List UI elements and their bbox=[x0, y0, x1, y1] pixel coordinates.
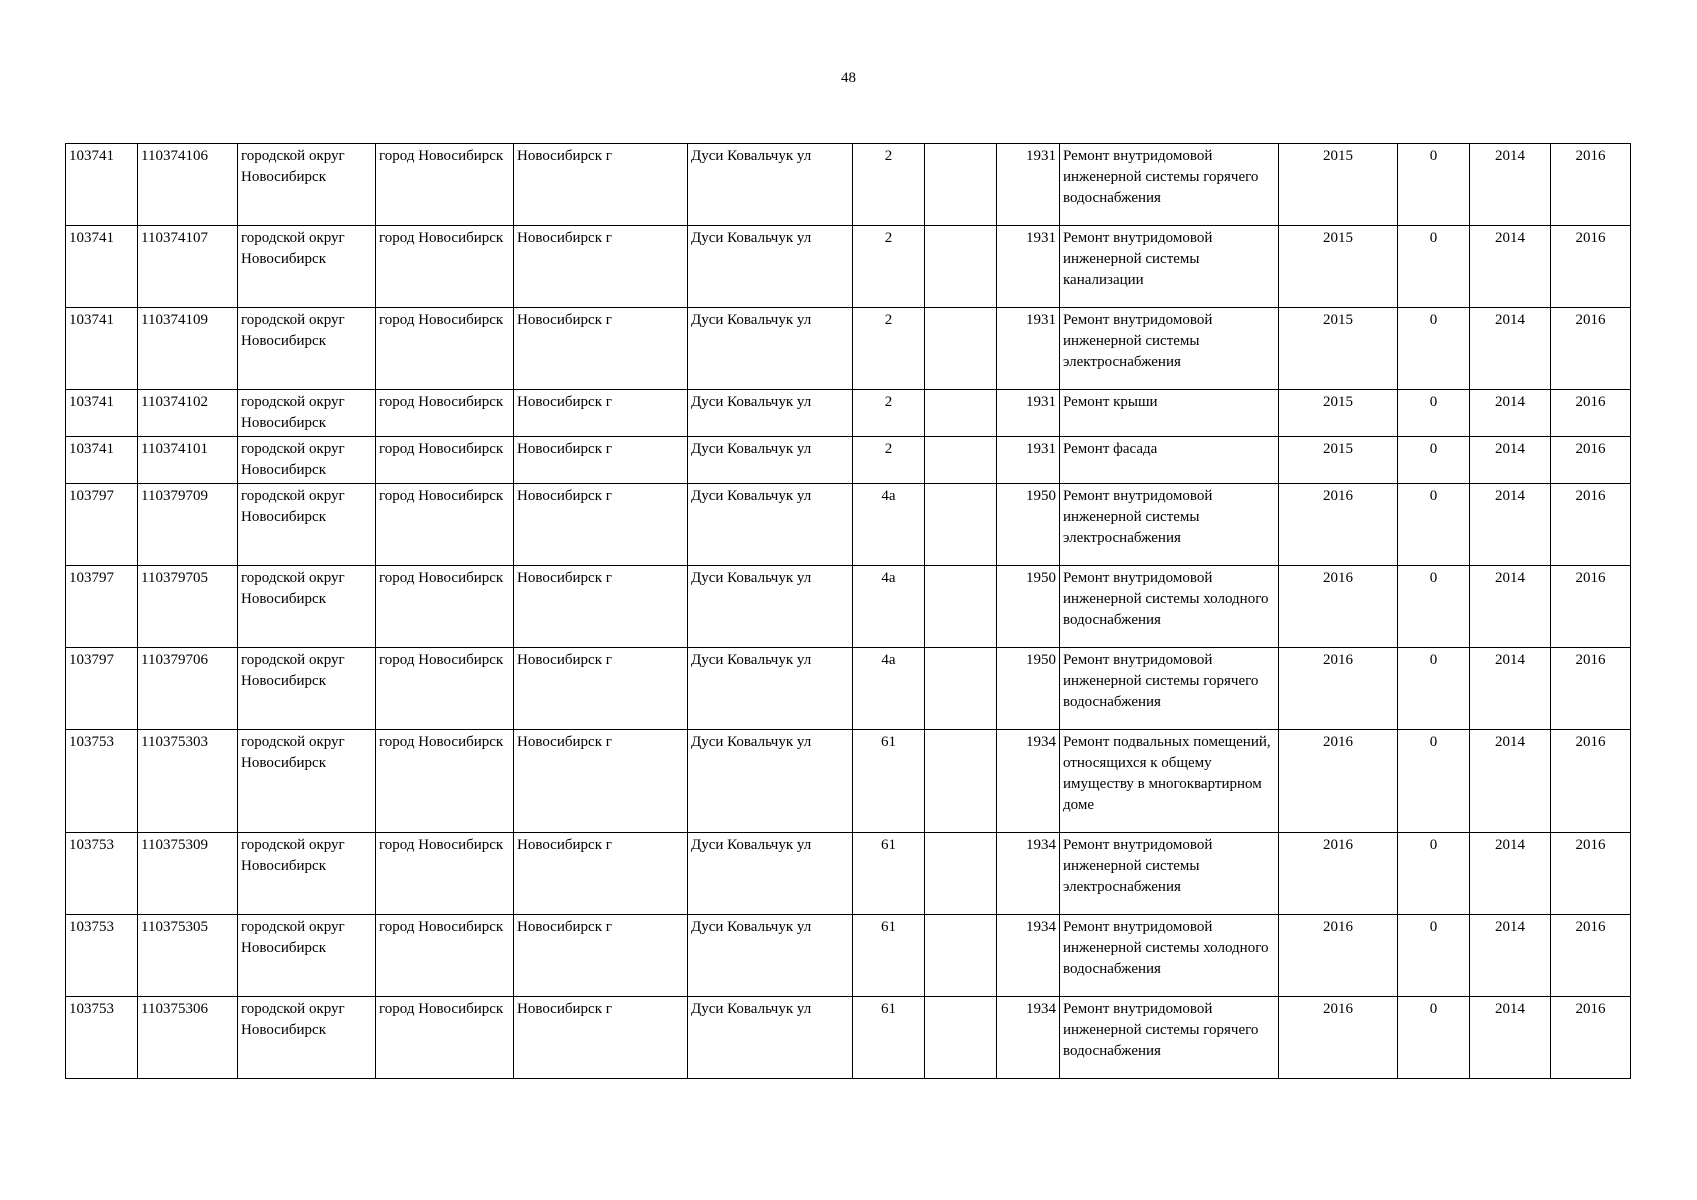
year-built-cell: 1934 bbox=[997, 730, 1060, 833]
settlement-cell: город Новосибирск bbox=[376, 915, 514, 997]
street-cell: Дуси Ковальчук ул bbox=[688, 730, 853, 833]
value-cell: 0 bbox=[1398, 833, 1470, 915]
municipal-district-cell: городской округ Новосибирск bbox=[238, 648, 376, 730]
period-end-cell: 2016 bbox=[1551, 915, 1631, 997]
year-built-cell: 1934 bbox=[997, 833, 1060, 915]
period-end-cell: 2016 bbox=[1551, 226, 1631, 308]
value-cell: 0 bbox=[1398, 915, 1470, 997]
year-built-cell: 1950 bbox=[997, 648, 1060, 730]
plan-year-cell: 2015 bbox=[1279, 144, 1398, 226]
house-number-cell: 2 bbox=[853, 226, 925, 308]
street-cell: Дуси Ковальчук ул bbox=[688, 997, 853, 1079]
year-built-cell: 1934 bbox=[997, 997, 1060, 1079]
building-cell bbox=[925, 144, 997, 226]
work-type-cell: Ремонт подвальных помещений, относящихся к общему имуществу в многоквартирном доме bbox=[1060, 730, 1279, 833]
settlement-cell: город Новосибирск bbox=[376, 484, 514, 566]
street-cell: Дуси Ковальчук ул bbox=[688, 648, 853, 730]
municipal-district-cell: городской округ Новосибирск bbox=[238, 144, 376, 226]
city-cell: Новосибирск г bbox=[514, 144, 688, 226]
settlement-cell: город Новосибирск bbox=[376, 566, 514, 648]
street-cell: Дуси Ковальчук ул bbox=[688, 437, 853, 484]
building-cell bbox=[925, 833, 997, 915]
house-number-cell: 2 bbox=[853, 437, 925, 484]
period-end-cell: 2016 bbox=[1551, 648, 1631, 730]
plan-year-cell: 2015 bbox=[1279, 308, 1398, 390]
work-type-cell: Ремонт внутридомовой инженерной системы горячего водоснабжения bbox=[1060, 648, 1279, 730]
work-code-cell: 110379706 bbox=[138, 648, 238, 730]
building-cell bbox=[925, 915, 997, 997]
city-cell: Новосибирск г bbox=[514, 648, 688, 730]
table-row bbox=[66, 437, 1631, 484]
period-start-cell: 2014 bbox=[1470, 915, 1551, 997]
plan-year-cell: 2015 bbox=[1279, 390, 1398, 437]
municipal-district-cell: городской округ Новосибирск bbox=[238, 566, 376, 648]
house-id-cell: 103797 bbox=[66, 566, 138, 648]
value-cell: 0 bbox=[1398, 437, 1470, 484]
period-end-cell: 2016 bbox=[1551, 144, 1631, 226]
table-row bbox=[66, 144, 1631, 226]
house-id-cell: 103753 bbox=[66, 915, 138, 997]
value-cell: 0 bbox=[1398, 144, 1470, 226]
work-code-cell: 110379705 bbox=[138, 566, 238, 648]
city-cell: Новосибирск г bbox=[514, 437, 688, 484]
street-cell: Дуси Ковальчук ул bbox=[688, 484, 853, 566]
year-built-cell: 1931 bbox=[997, 390, 1060, 437]
work-code-cell: 110374106 bbox=[138, 144, 238, 226]
work-type-cell: Ремонт крыши bbox=[1060, 390, 1279, 437]
year-built-cell: 1934 bbox=[997, 915, 1060, 997]
page-number: 48 bbox=[841, 70, 856, 86]
value-cell: 0 bbox=[1398, 566, 1470, 648]
work-code-cell: 110374107 bbox=[138, 226, 238, 308]
period-start-cell: 2014 bbox=[1470, 437, 1551, 484]
work-type-cell: Ремонт внутридомовой инженерной системы горячего водоснабжения bbox=[1060, 144, 1279, 226]
street-cell: Дуси Ковальчук ул bbox=[688, 390, 853, 437]
value-cell: 0 bbox=[1398, 648, 1470, 730]
period-start-cell: 2014 bbox=[1470, 730, 1551, 833]
settlement-cell: город Новосибирск bbox=[376, 730, 514, 833]
house-id-cell: 103741 bbox=[66, 308, 138, 390]
work-type-cell: Ремонт внутридомовой инженерной системы электроснабжения bbox=[1060, 308, 1279, 390]
table-row bbox=[66, 730, 1631, 833]
table-row bbox=[66, 648, 1631, 730]
work-code-cell: 110374102 bbox=[138, 390, 238, 437]
municipal-district-cell: городской округ Новосибирск bbox=[238, 308, 376, 390]
period-start-cell: 2014 bbox=[1470, 144, 1551, 226]
work-code-cell: 110375303 bbox=[138, 730, 238, 833]
table-row bbox=[66, 226, 1631, 308]
street-cell: Дуси Ковальчук ул bbox=[688, 833, 853, 915]
work-type-cell: Ремонт внутридомовой инженерной системы канализации bbox=[1060, 226, 1279, 308]
period-end-cell: 2016 bbox=[1551, 566, 1631, 648]
work-code-cell: 110375309 bbox=[138, 833, 238, 915]
settlement-cell: город Новосибирск bbox=[376, 308, 514, 390]
house-number-cell: 61 bbox=[853, 833, 925, 915]
period-end-cell: 2016 bbox=[1551, 730, 1631, 833]
city-cell: Новосибирск г bbox=[514, 833, 688, 915]
building-cell bbox=[925, 226, 997, 308]
value-cell: 0 bbox=[1398, 997, 1470, 1079]
building-cell bbox=[925, 997, 997, 1079]
house-id-cell: 103797 bbox=[66, 648, 138, 730]
period-start-cell: 2014 bbox=[1470, 648, 1551, 730]
work-code-cell: 110374101 bbox=[138, 437, 238, 484]
house-id-cell: 103753 bbox=[66, 730, 138, 833]
work-code-cell: 110374109 bbox=[138, 308, 238, 390]
value-cell: 0 bbox=[1398, 308, 1470, 390]
work-code-cell: 110379709 bbox=[138, 484, 238, 566]
period-start-cell: 2014 bbox=[1470, 566, 1551, 648]
plan-year-cell: 2015 bbox=[1279, 437, 1398, 484]
value-cell: 0 bbox=[1398, 484, 1470, 566]
table-row bbox=[66, 997, 1631, 1079]
house-id-cell: 103741 bbox=[66, 226, 138, 308]
plan-year-cell: 2016 bbox=[1279, 730, 1398, 833]
period-start-cell: 2014 bbox=[1470, 308, 1551, 390]
period-end-cell: 2016 bbox=[1551, 308, 1631, 390]
table-row bbox=[66, 390, 1631, 437]
municipal-district-cell: городской округ Новосибирск bbox=[238, 437, 376, 484]
building-cell bbox=[925, 308, 997, 390]
house-number-cell: 61 bbox=[853, 730, 925, 833]
street-cell: Дуси Ковальчук ул bbox=[688, 144, 853, 226]
table-row bbox=[66, 833, 1631, 915]
building-cell bbox=[925, 437, 997, 484]
plan-year-cell: 2016 bbox=[1279, 648, 1398, 730]
settlement-cell: город Новосибирск bbox=[376, 997, 514, 1079]
house-number-cell: 4а bbox=[853, 566, 925, 648]
plan-year-cell: 2016 bbox=[1279, 566, 1398, 648]
plan-year-cell: 2016 bbox=[1279, 833, 1398, 915]
house-number-cell: 2 bbox=[853, 308, 925, 390]
work-code-cell: 110375305 bbox=[138, 915, 238, 997]
table-row bbox=[66, 308, 1631, 390]
settlement-cell: город Новосибирск bbox=[376, 226, 514, 308]
city-cell: Новосибирск г bbox=[514, 226, 688, 308]
street-cell: Дуси Ковальчук ул bbox=[688, 566, 853, 648]
settlement-cell: город Новосибирск bbox=[376, 648, 514, 730]
municipal-district-cell: городской округ Новосибирск bbox=[238, 390, 376, 437]
house-id-cell: 103753 bbox=[66, 997, 138, 1079]
period-start-cell: 2014 bbox=[1470, 997, 1551, 1079]
period-start-cell: 2014 bbox=[1470, 484, 1551, 566]
work-type-cell: Ремонт фасада bbox=[1060, 437, 1279, 484]
house-number-cell: 4а bbox=[853, 484, 925, 566]
year-built-cell: 1931 bbox=[997, 437, 1060, 484]
house-id-cell: 103741 bbox=[66, 390, 138, 437]
city-cell: Новосибирск г bbox=[514, 484, 688, 566]
municipal-district-cell: городской округ Новосибирск bbox=[238, 833, 376, 915]
city-cell: Новосибирск г bbox=[514, 997, 688, 1079]
municipal-district-cell: городской округ Новосибирск bbox=[238, 730, 376, 833]
settlement-cell: город Новосибирск bbox=[376, 833, 514, 915]
house-id-cell: 103741 bbox=[66, 144, 138, 226]
period-start-cell: 2014 bbox=[1470, 226, 1551, 308]
period-end-cell: 2016 bbox=[1551, 833, 1631, 915]
work-type-cell: Ремонт внутридомовой инженерной системы электроснабжения bbox=[1060, 484, 1279, 566]
house-number-cell: 2 bbox=[853, 390, 925, 437]
municipal-district-cell: городской округ Новосибирск bbox=[238, 915, 376, 997]
capital-repair-table bbox=[65, 143, 1631, 1079]
table-row bbox=[66, 484, 1631, 566]
year-built-cell: 1931 bbox=[997, 226, 1060, 308]
building-cell bbox=[925, 566, 997, 648]
table-row bbox=[66, 915, 1631, 997]
work-code-cell: 110375306 bbox=[138, 997, 238, 1079]
municipal-district-cell: городской округ Новосибирск bbox=[238, 226, 376, 308]
settlement-cell: город Новосибирск bbox=[376, 144, 514, 226]
period-start-cell: 2014 bbox=[1470, 390, 1551, 437]
building-cell bbox=[925, 484, 997, 566]
house-id-cell: 103741 bbox=[66, 437, 138, 484]
value-cell: 0 bbox=[1398, 226, 1470, 308]
plan-year-cell: 2016 bbox=[1279, 915, 1398, 997]
settlement-cell: город Новосибирск bbox=[376, 390, 514, 437]
street-cell: Дуси Ковальчук ул bbox=[688, 915, 853, 997]
year-built-cell: 1931 bbox=[997, 144, 1060, 226]
city-cell: Новосибирск г bbox=[514, 730, 688, 833]
year-built-cell: 1950 bbox=[997, 484, 1060, 566]
city-cell: Новосибирск г bbox=[514, 566, 688, 648]
house-number-cell: 2 bbox=[853, 144, 925, 226]
house-number-cell: 4а bbox=[853, 648, 925, 730]
house-number-cell: 61 bbox=[853, 997, 925, 1079]
street-cell: Дуси Ковальчук ул bbox=[688, 226, 853, 308]
work-type-cell: Ремонт внутридомовой инженерной системы холодного водоснабжения bbox=[1060, 566, 1279, 648]
period-end-cell: 2016 bbox=[1551, 437, 1631, 484]
year-built-cell: 1950 bbox=[997, 566, 1060, 648]
city-cell: Новосибирск г bbox=[514, 915, 688, 997]
building-cell bbox=[925, 648, 997, 730]
city-cell: Новосибирск г bbox=[514, 308, 688, 390]
period-end-cell: 2016 bbox=[1551, 390, 1631, 437]
city-cell: Новосибирск г bbox=[514, 390, 688, 437]
period-end-cell: 2016 bbox=[1551, 997, 1631, 1079]
plan-year-cell: 2015 bbox=[1279, 226, 1398, 308]
municipal-district-cell: городской округ Новосибирск bbox=[238, 484, 376, 566]
work-type-cell: Ремонт внутридомовой инженерной системы холодного водоснабжения bbox=[1060, 915, 1279, 997]
table-body bbox=[66, 144, 1631, 1079]
year-built-cell: 1931 bbox=[997, 308, 1060, 390]
building-cell bbox=[925, 730, 997, 833]
street-cell: Дуси Ковальчук ул bbox=[688, 308, 853, 390]
work-type-cell: Ремонт внутридомовой инженерной системы электроснабжения bbox=[1060, 833, 1279, 915]
plan-year-cell: 2016 bbox=[1279, 484, 1398, 566]
house-id-cell: 103797 bbox=[66, 484, 138, 566]
period-end-cell: 2016 bbox=[1551, 484, 1631, 566]
settlement-cell: город Новосибирск bbox=[376, 437, 514, 484]
table-row bbox=[66, 566, 1631, 648]
period-start-cell: 2014 bbox=[1470, 833, 1551, 915]
municipal-district-cell: городской округ Новосибирск bbox=[238, 997, 376, 1079]
house-number-cell: 61 bbox=[853, 915, 925, 997]
building-cell bbox=[925, 390, 997, 437]
value-cell: 0 bbox=[1398, 730, 1470, 833]
house-id-cell: 103753 bbox=[66, 833, 138, 915]
work-type-cell: Ремонт внутридомовой инженерной системы горячего водоснабжения bbox=[1060, 997, 1279, 1079]
plan-year-cell: 2016 bbox=[1279, 997, 1398, 1079]
value-cell: 0 bbox=[1398, 390, 1470, 437]
